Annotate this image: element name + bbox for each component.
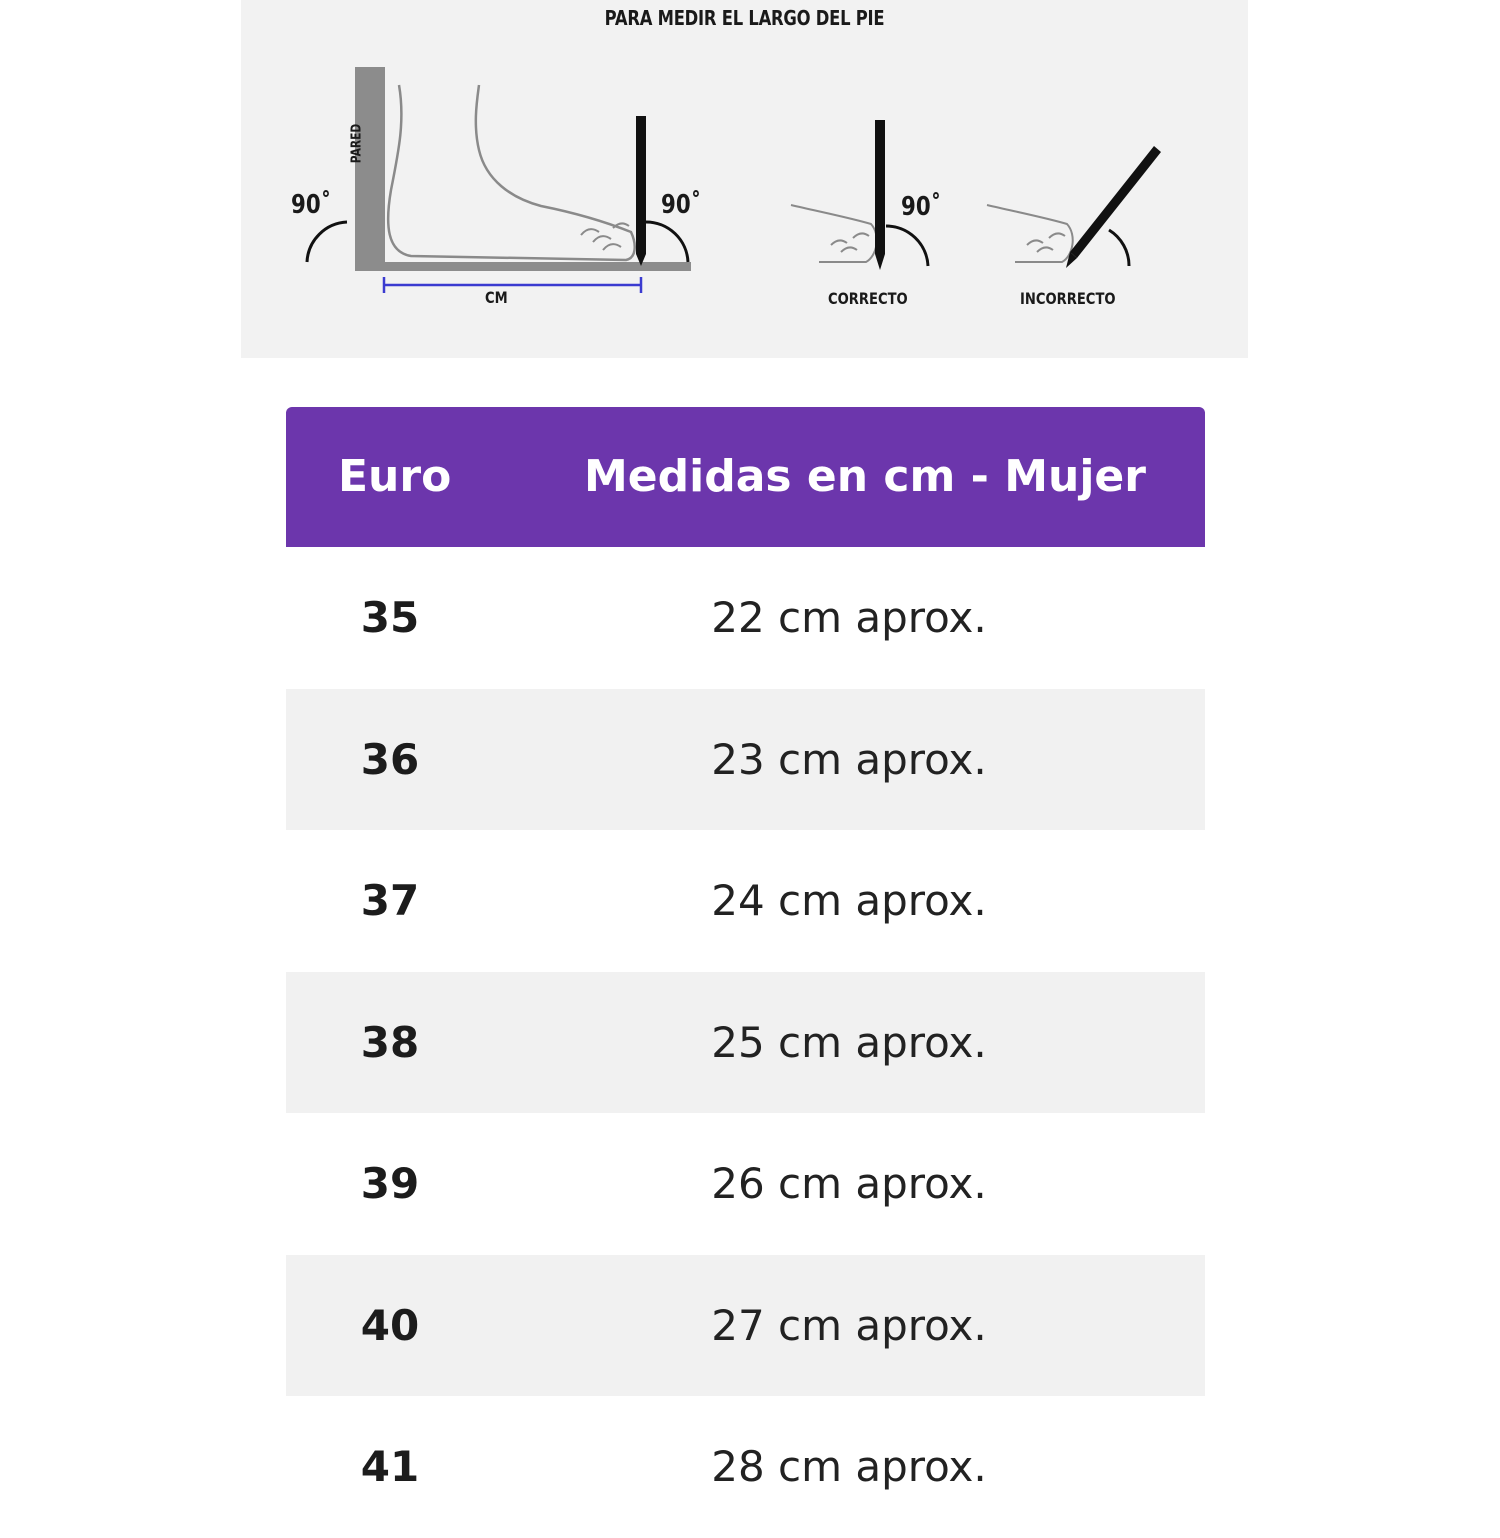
angle-left-label: 90˚ bbox=[291, 190, 332, 220]
euro-size: 38 bbox=[360, 1017, 420, 1067]
table-row bbox=[286, 830, 1205, 972]
wall-label: PARED bbox=[349, 123, 365, 164]
foot-length: 24 cm aprox. bbox=[711, 876, 987, 925]
angle-arc-right bbox=[646, 222, 688, 262]
euro-size: 41 bbox=[360, 1442, 420, 1491]
angle-arc-left bbox=[307, 222, 347, 262]
table-header bbox=[286, 407, 1205, 547]
foot-length: 22 cm aprox. bbox=[711, 593, 987, 642]
foot-length: 27 cm aprox. bbox=[711, 1300, 987, 1350]
foot-length: 23 cm aprox. bbox=[711, 734, 987, 784]
euro-size: 37 bbox=[360, 876, 420, 925]
table-row bbox=[286, 1255, 1205, 1397]
header-measure: Medidas en cm - Mujer bbox=[584, 451, 1146, 502]
wall-shape bbox=[355, 67, 385, 271]
angle-arc-correct bbox=[886, 226, 928, 266]
incorrect-pencil-shape bbox=[1070, 146, 1161, 258]
foot-length: 28 cm aprox. bbox=[711, 1442, 987, 1491]
guide-title: PARA MEDIR EL LARGO DEL PIE bbox=[604, 6, 885, 30]
correct-pencil-shape bbox=[875, 120, 885, 254]
correct-label: CORRECTO bbox=[828, 289, 908, 308]
table-row bbox=[286, 972, 1205, 1114]
table-row bbox=[286, 1113, 1205, 1255]
angle-right-label: 90˚ bbox=[661, 190, 702, 220]
pencil-shape bbox=[636, 116, 646, 254]
foot-length: 25 cm aprox. bbox=[711, 1017, 987, 1067]
angle-arc-incorrect bbox=[1109, 230, 1129, 266]
euro-size: 39 bbox=[360, 1159, 420, 1208]
table-row bbox=[286, 547, 1205, 689]
euro-size: 35 bbox=[360, 593, 420, 642]
table-row bbox=[286, 1396, 1205, 1538]
size-table bbox=[286, 407, 1205, 1538]
euro-size: 40 bbox=[360, 1300, 420, 1350]
length-label: CM bbox=[485, 288, 508, 307]
table-row bbox=[286, 689, 1205, 831]
angle-correct-label: 90˚ bbox=[901, 192, 942, 222]
header-euro: Euro bbox=[338, 451, 452, 502]
euro-size: 36 bbox=[360, 734, 420, 784]
foot-length: 26 cm aprox. bbox=[711, 1159, 987, 1208]
incorrect-label: INCORRECTO bbox=[1020, 289, 1116, 308]
foot-measure-guide bbox=[241, 0, 1248, 358]
foot-outline bbox=[388, 85, 635, 260]
